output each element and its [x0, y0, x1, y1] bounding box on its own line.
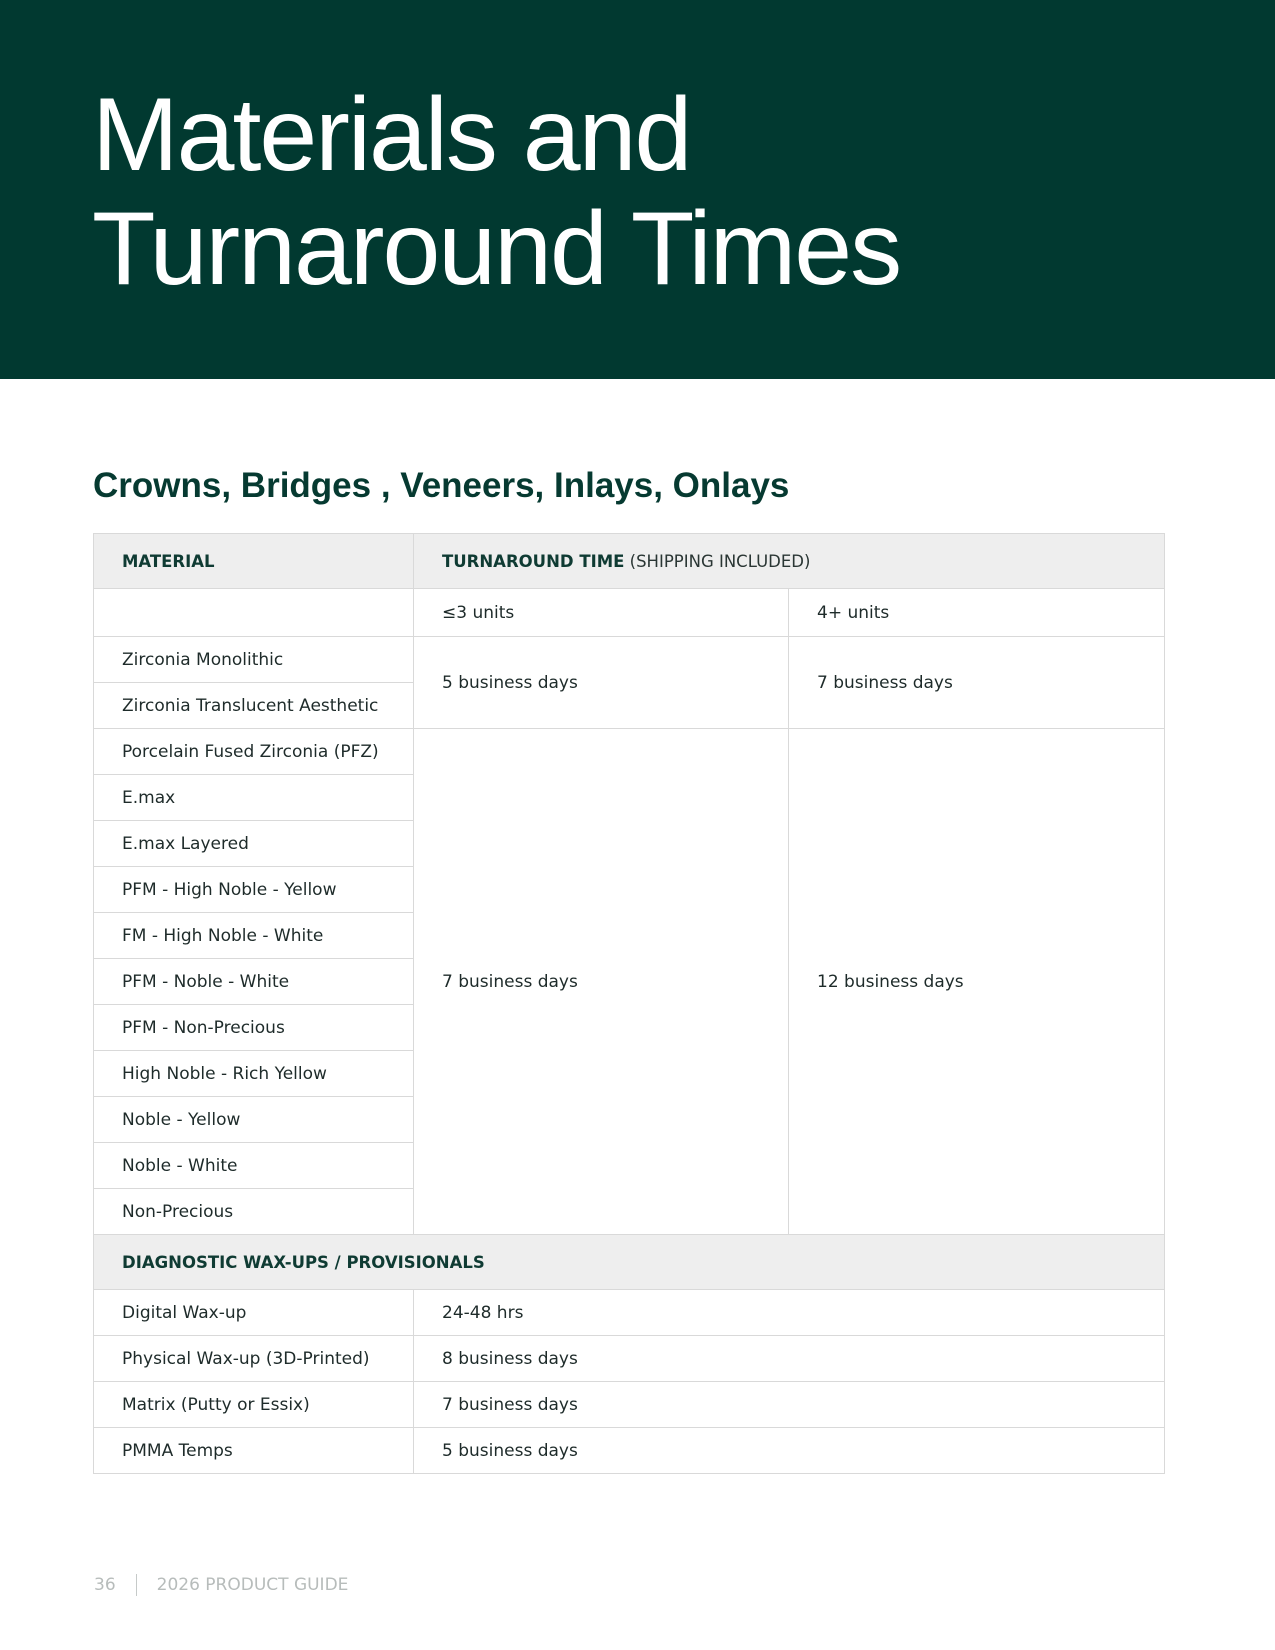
time-large-cell: 12 business days — [789, 729, 1165, 1235]
time-small-cell: 7 business days — [414, 729, 789, 1235]
time-cell: 24-48 hrs — [414, 1290, 1165, 1336]
material-cell: Noble - Yellow — [94, 1097, 414, 1143]
material-cell: Zirconia Monolithic — [94, 637, 414, 683]
subheader-empty-cell — [94, 589, 414, 637]
time-cell: 8 business days — [414, 1336, 1165, 1382]
material-cell: Porcelain Fused Zirconia (PFZ) — [94, 729, 414, 775]
material-cell: Non-Precious — [94, 1189, 414, 1235]
time-cell: 7 business days — [414, 1382, 1165, 1428]
page-title-line-1: Materials and — [92, 77, 691, 193]
table-row — [94, 1428, 1165, 1474]
page-title-line-2: Turnaround Times — [92, 191, 901, 307]
page-footer — [94, 1573, 348, 1597]
section-title: Crowns, Bridges , Veneers, Inlays, Onlays — [93, 466, 790, 505]
time-cell: 5 business days — [414, 1428, 1165, 1474]
material-cell: PFM - Noble - White — [94, 959, 414, 1005]
material-cell: High Noble - Rich Yellow — [94, 1051, 414, 1097]
diagnostic-header: DIAGNOSTIC WAX-UPS / PROVISIONALS — [94, 1235, 1165, 1290]
page-number: 36 — [94, 1575, 116, 1595]
material-cell: FM - High Noble - White — [94, 913, 414, 959]
material-cell: Physical Wax-up (3D-Printed) — [94, 1336, 414, 1382]
time-small-cell: 5 business days — [414, 637, 789, 729]
material-cell: Noble - White — [94, 1143, 414, 1189]
material-cell: E.max — [94, 775, 414, 821]
table-header-row — [94, 534, 1165, 589]
page-title — [92, 78, 900, 306]
time-large-cell: 7 business days — [789, 637, 1165, 729]
diagnostic-header-row — [94, 1235, 1165, 1290]
material-cell: Digital Wax-up — [94, 1290, 414, 1336]
material-cell: Zirconia Translucent Aesthetic — [94, 683, 414, 729]
subheader-large-units: 4+ units — [789, 589, 1165, 637]
table-row — [94, 1336, 1165, 1382]
turnaround-table — [93, 533, 1165, 1474]
table-row — [94, 729, 1165, 775]
table-row — [94, 1290, 1165, 1336]
table-row — [94, 637, 1165, 683]
header-material: MATERIAL — [94, 534, 414, 589]
table-row — [94, 1382, 1165, 1428]
header-banner — [0, 0, 1275, 379]
footer-divider — [136, 1574, 137, 1596]
guide-label: 2026 PRODUCT GUIDE — [156, 1575, 349, 1595]
material-cell: E.max Layered — [94, 821, 414, 867]
header-turnaround: TURNAROUND TIME (SHIPPING INCLUDED) — [414, 534, 1165, 589]
material-cell: Matrix (Putty or Essix) — [94, 1382, 414, 1428]
material-cell: PFM - High Noble - Yellow — [94, 867, 414, 913]
material-cell: PFM - Non-Precious — [94, 1005, 414, 1051]
table-subheader-row — [94, 589, 1165, 637]
subheader-small-units: ≤3 units — [414, 589, 789, 637]
material-cell: PMMA Temps — [94, 1428, 414, 1474]
